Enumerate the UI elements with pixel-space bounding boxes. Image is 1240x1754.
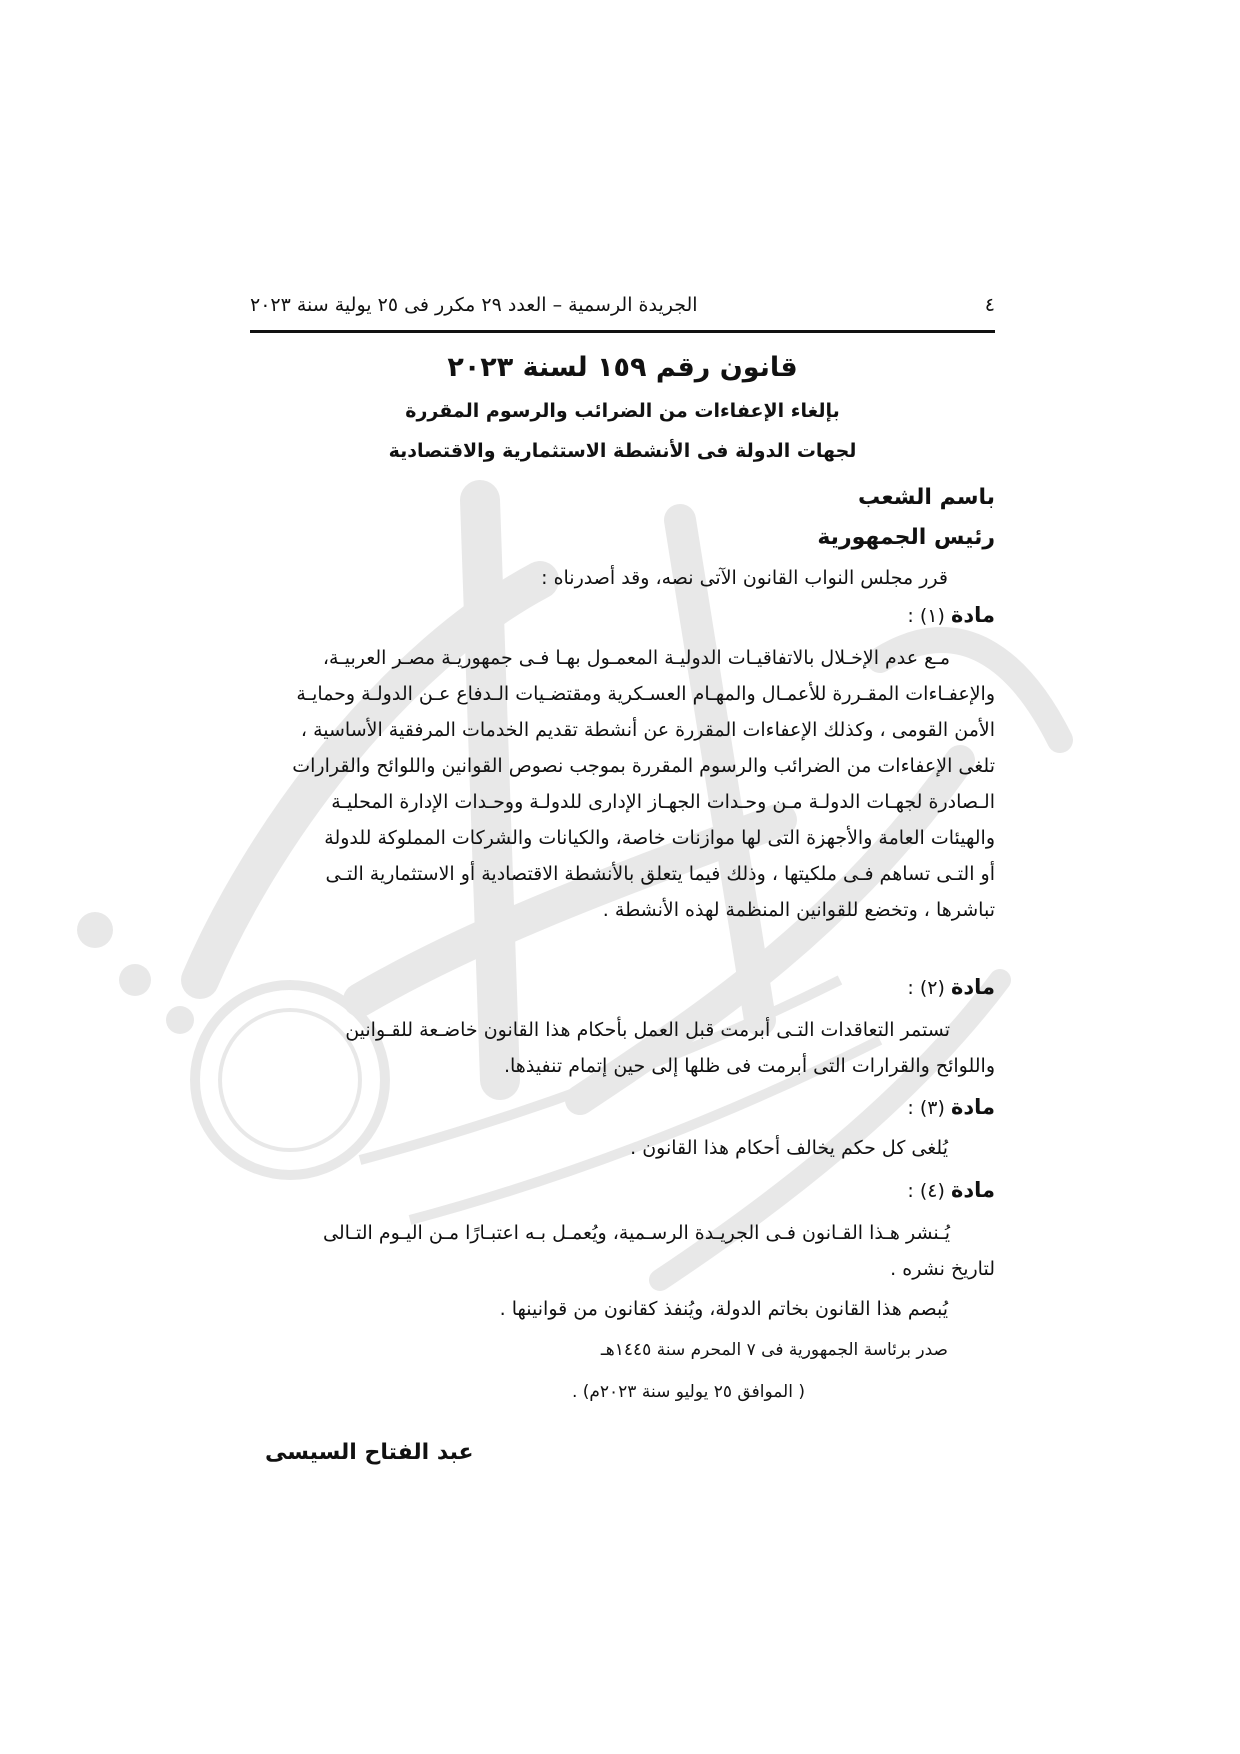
article-2-label: مادة — [950, 975, 995, 999]
decree-line: قرر مجلس النواب القانون الآتى نصه، وقد أصدرناه : — [541, 567, 948, 589]
law-subtitle-line-2: لجهات الدولة فى الأنشطة الاستثمارية والاقتصادية — [388, 440, 857, 462]
article-3-body: يُلغى كل حكم يخالف أحكام هذا القانون . — [630, 1137, 948, 1159]
article-3-number: (٣) : — [907, 1097, 945, 1119]
corresponding-date: ( الموافق ٢٥ يوليو سنة ٢٠٢٣م) . — [571, 1382, 805, 1402]
article-1-label: مادة — [950, 603, 995, 627]
article-4-label: مادة — [950, 1178, 995, 1202]
article-2-number: (٢) : — [907, 977, 945, 999]
page-number: ٤ — [984, 294, 995, 316]
text-line: واللوائح والقرارات التى أبرمت فى ظلها إلى حين إتمام تنفيذها. — [503, 1055, 995, 1077]
header-divider — [250, 330, 995, 333]
seal-line: يُبصم هذا القانون بخاتم الدولة، ويُنفذ كقانون من قوانينها . — [499, 1298, 948, 1320]
text-line: تستمر التعاقدات التـى أبرمت قبل العمل بأحكام هذا القانون خاضـعة للقـوانين — [345, 1019, 950, 1041]
article-1-number: (١) : — [907, 605, 945, 627]
page-header — [250, 285, 995, 325]
article-1-body — [250, 640, 995, 928]
article-4-heading — [907, 1178, 995, 1202]
text-line: يُـنشر هـذا القـانون فـى الجريـدة الرسـمية، ويُعمـل بـه اعتبـارًا مـن اليـوم التـالى — [323, 1222, 950, 1244]
president-heading: رئيس الجمهورية — [817, 525, 995, 550]
gazette-issue: الجريدة الرسمية – العدد ٢٩ مكرر فى ٢٥ يولية سنة ٢٠٢٣ — [250, 294, 698, 316]
law-subtitle-line-1: بإلغاء الإعفاءات من الضرائب والرسوم المقررة — [405, 400, 840, 422]
text-line: الأمن القومى ، وكذلك الإعفاءات المقررة عن أنشطة تقديم الخدمات المرفقية الأساسية ، — [300, 719, 995, 741]
president-signature: عبد الفتاح السيسى — [265, 1440, 474, 1465]
article-3-heading — [907, 1095, 995, 1119]
text-line: الـصادرة لجهـات الدولـة مـن وحـدات الجهـاز الإدارى للدولـة ووحـدات الإدارة المحليـة — [331, 791, 995, 813]
law-title: قانون رقم ١٥٩ لسنة ٢٠٢٣ — [447, 352, 798, 383]
issued-line: صدر برئاسة الجمهورية فى ٧ المحرم سنة ١٤٤٥هـ — [600, 1340, 948, 1360]
text-line: لتاريخ نشره . — [890, 1258, 995, 1280]
article-1-heading — [907, 603, 995, 627]
article-2-heading — [907, 975, 995, 999]
text-line: والهيئات العامة والأجهزة التى لها موازنات خاصة، والكيانات والشركات المملوكة للدولة — [324, 827, 995, 849]
article-4-body — [250, 1215, 995, 1287]
text-line: تباشرها ، وتخضع للقوانين المنظمة لهذه الأنشطة . — [602, 899, 995, 921]
article-2-body — [250, 1012, 995, 1084]
text-line: والإعفـاءات المقـررة للأعمـال والمهـام العسـكرية ومقتضـيات الـدفاع عـن الدولـة وحمايـة — [296, 683, 995, 705]
article-4-number: (٤) : — [907, 1180, 945, 1202]
in-name-of-people: باسم الشعب — [858, 485, 995, 510]
text-line: مـع عدم الإخـلال بالاتفاقيـات الدوليـة المعمـول بهـا فـى جمهوريـة مصـر العربيـة، — [322, 647, 950, 669]
text-line: تلغى الإعفاءات من الضرائب والرسوم المقررة بموجب نصوص القوانين واللوائح والقرارات — [292, 755, 995, 777]
text-line: أو التـى تساهم فـى ملكيتها ، وذلك فيما يتعلق بالأنشطة الاقتصادية أو الاستثمارية التـى — [325, 863, 995, 885]
article-3-label: مادة — [950, 1095, 995, 1119]
